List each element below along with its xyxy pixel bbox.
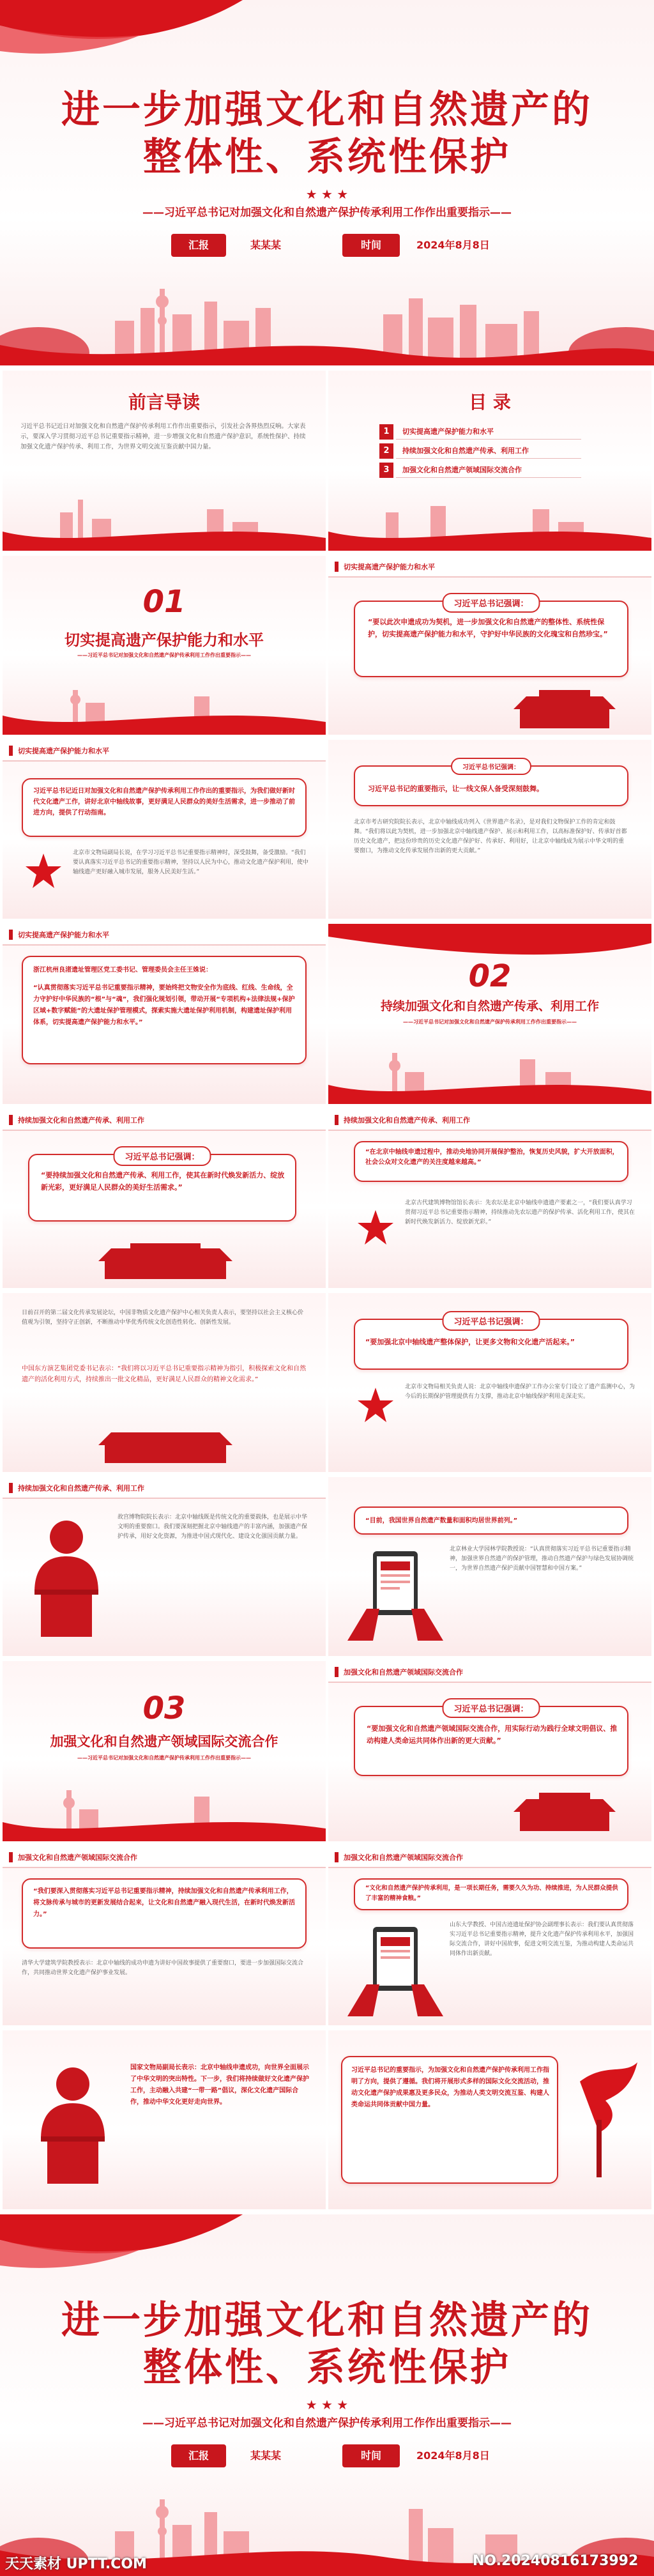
slide4-right-card [354,765,628,806]
section3-quote-card [354,1706,628,1776]
section1-quote-card [354,601,628,677]
section1-card-body: “要以此次申遗成功为契机，进一步加强文化和自然遗产的整体性、系统性保护，切实提高遗产保护能力和水平，守护好中华民族的文化瑰宝和自然珍宝。” [368,618,608,638]
slide5-card-tab: 浙江杭州良渚遗址管理区党工委书记、管理委员会主任王姝说： [33,967,212,974]
slide7-right-text: 北京市文物局相关负责人说：北京中轴线申遗保护工作办公室专门设立了遗产监测中心，为今后的长期保护管理提供有力支撑，推动北京中轴线保护利用走深走实。 [405,1384,635,1400]
slide6-header-right [328,1109,651,1131]
slide4-right [328,740,651,919]
slide5-card [22,956,307,1064]
slide6-header-right-text: 持续加强文化和自然遗产传承、利用工作 [344,1116,470,1124]
slide10-left-card [22,1878,307,1949]
cover-wave-decoration [0,332,654,365]
slide11-left-text: 国家文物局副局长表示：北京中轴线申遗成功，向世界全面展示了中华文明的突出特性。下一步，我们将持续做好文化遗产保护工作，主动融入共建“一带一路”倡议，深化文化遗产国际合作，推动中华文化更好走向世界。 [130,2064,309,2106]
closing-stars-icon: ★ ★ ★ [305,2397,349,2412]
time-value: 2024年8月8日 [416,239,490,251]
section3-quote-slide [328,1661,651,1841]
slide8-left-text: 故宫博物院院长表示：北京中轴线既是传统文化的重要载体，也是展示中华文明的重要窗口。我们要深刻把握北京中轴线遗产的丰富内涵，加强遗产保护传承，用好文化资源，为推进中国式现代化、建设文化强国贡献力量。 [118,1514,308,1540]
building-silhouette-image [328,690,651,735]
closing-subtitle: ——习近平总书记对加强文化和自然遗产保护传承利用工作作出重要指示—— [142,2417,512,2430]
section3-title: 加强文化和自然遗产领域国际交流合作 [50,1734,278,1749]
slide10-right-text: 山东大学教授、中国古迹遗址保护协会副理事长表示：我们要认真贯彻落实习近平总书记重要指示精神，提升文化遗产保护传承利用水平，加强国际交流合作，讲好中国故事，促进文明交流互鉴，为推动构建人类命运共同体作出新贡献。 [450,1922,634,1957]
slide6-left [3,1109,326,1288]
section3-card-body: “要加强文化和自然遗产领域国际交流合作，用实际行动为践行全球文明倡议、推动构建人类命运共同体作出新的更大贡献。” [367,1724,618,1745]
slide6-right [328,1109,651,1288]
section2-skyline-image [328,1034,651,1104]
slide11-right-card-body: 习近平总书记的重要指示，为加强文化和自然遗产保护传承利用工作指明了方向，提供了遵循。我们将开展形式多样的国际文化交流活动，推动文化遗产保护成果惠及更多民众，为推动人类文明交流互鉴、构建人类命运共同体贡献中国力量。 [351,2067,549,2108]
slide5-left [3,924,326,1104]
cover-title-line2: 整体性、系统性保护 [143,135,511,180]
section1-number: 01 [142,584,186,620]
slide7-right-card-body: “要加强北京中轴线遗产整体保护，让更多文物和文化遗产活起来。” [365,1338,575,1346]
closing-time-value: 2024年8月8日 [416,2450,490,2462]
closing-flag-decoration [0,2214,654,2285]
slide7-right-card [354,1319,628,1370]
toc-number: 2 [379,443,393,459]
slide10-left-card-body: “我们要深入贯彻落实习近平总书记重要指示精神，持续加强文化和自然遗产传承利用工作，将文脉传承与城市的更新发展结合起来，让文化和自然遗产融入现代生活，在新时代焕发新活力。” [33,1888,295,1918]
slide10-right [328,1846,651,2025]
closing-reporter-value: 某某某 [250,2450,282,2462]
star-icon [24,852,63,891]
section3-card-tab: 习近平总书记强调： [442,1698,540,1718]
slide11-right-card [341,2056,558,2184]
toc-label: 切实提高遗产保护能力和水平 [396,424,581,440]
slide6-right-quote: “在北京中轴线申遗过程中，推动央地协同开展保护整治，恢复历史风貌，扩大开放面积，社会公众对文化遗产的关注度越来越高。” [365,1149,619,1166]
preface-slide [3,371,326,551]
cover-slide [0,0,654,365]
speaker-podium-icon [22,1515,111,1643]
speaker-podium-icon [28,2062,118,2190]
section3-subtitle: ——习近平总书记对加强文化和自然遗产保护传承利用工作作出重要指示—— [77,1755,251,1761]
section1-quote-slide [328,556,651,735]
section1-subtitle: ——习近平总书记对加强文化和自然遗产保护传承利用工作作出重要指示—— [77,652,251,658]
slide7-right [328,1293,651,1472]
preface-skyline-image [3,487,326,551]
section1-card-tab: 习近平总书记强调： [442,593,540,613]
site-watermark: 天天素材 UPTT.COM [5,2556,147,2572]
section1-title: 切实提高遗产保护能力和水平 [65,631,264,649]
toc-item-1[interactable] [379,424,590,440]
slide4-card-body: 习近平总书记近日对加强文化和自然遗产保护传承利用工作作出的重要指示，为我们做好新时代文化遗产工作，讲好北京中轴线故事，更好满足人民群众的美好生活需求，进一步推动了前进方向，提供了行动指南。 [33,788,295,816]
torch-flag-icon [567,2056,644,2184]
slide7-left-text2: 中国东方演艺集团党委书记表示：“我们将以习近平总书记重要指示精神为指引，积极探索文化和自然遗产的活化利用方式，持续推出一批文化精品，更好满足人民群众的精神文化需求。” [22,1365,307,1383]
slide6-right-card [354,1141,628,1182]
cover-flag-decoration [0,0,654,70]
slide8-header-text: 持续加强文化和自然遗产传承、利用工作 [18,1484,144,1492]
time-label: 时间 [342,234,400,257]
slide10-left [3,1846,326,2025]
slide4-right-text: 北京市考古研究院院长表示，北京中轴线成功列入《世界遗产名录》，是对我们文物保护工作的肯定和鼓舞。“我们将以此为契机，进一步加强北京中轴线遗产保护、展示和利用工作，以高标准保护好、传承好首都历史文化遗产，把这份珍贵的历史文化遗产保护好、传承好、利用好，让北京中轴线成为展示中华文明的重要窗口，为推动文化传承发展作出新的更大贡献。” [354,819,627,854]
section1-header-text: 切实提高遗产保护能力和水平 [344,563,435,571]
closing-reporter-label: 汇报 [171,2444,226,2467]
closing-title-line2: 整体性、系统性保护 [143,2345,511,2390]
slide4-right-card-body: 习近平总书记的重要指示，让一线文保人备受深刻鼓舞。 [368,785,544,793]
slide4-left [3,740,326,919]
slide8-right-card [354,1506,628,1535]
closing-slide [0,2214,654,2576]
star-icon [356,1386,395,1425]
toc-slide [328,371,651,551]
closing-time-label: 时间 [342,2444,400,2467]
cover-stars-icon: ★ ★ ★ [305,187,349,202]
toc-number: 1 [379,424,393,440]
slide5-header [3,924,326,946]
toc-item-3[interactable] [379,463,590,478]
slide8-right-quote: “目前，我国世界自然遗产数量和面积均居世界前列。” [365,1517,518,1524]
slide4-header [3,740,326,762]
slide7-right-card-tab: 习近平总书记强调： [442,1311,540,1331]
section2-title: 持续加强文化和自然遗产传承、利用工作 [380,999,599,1013]
toc-label: 持续加强文化和自然遗产传承、利用工作 [396,443,581,459]
slide7-left-text1: 日前召开的第二届文化传承发展论坛，中国非物质文化遗产保护中心相关负责人表示，要坚持以社会主义核心价值观为引领，坚持守正创新，不断推动中华优秀传统文化创造性转化、创新性发展。 [22,1310,304,1326]
preface-title: 前言导读 [128,392,200,413]
slide10-header-left [3,1846,326,1868]
section3-slide [3,1661,326,1841]
slide11-right [328,2030,651,2209]
section2-number: 02 [468,958,512,994]
toc-skyline-image [328,487,651,551]
cover-subtitle: ——习近平总书记对加强文化和自然遗产保护传承利用工作作出重要指示—— [142,206,512,219]
slide8-header [3,1477,326,1499]
reporter-value: 某某某 [250,239,282,251]
preface-body: 习近平总书记近日对加强文化和自然遗产保护传承利用工作作出重要指示，引发社会各界热烈反响。大家表示，要深入学习贯彻习近平总书记重要指示精神，进一步增强文化和自然遗产保护意识，系统性保护、持续加强文化遗产保护传承、利用工作，为世界文明交流互鉴贡献中国力量。 [20,423,306,450]
hands-tablet-icon [347,1545,443,1647]
section2-slide [328,924,651,1104]
slide10-right-card [354,1878,628,1910]
slide10-left-text: 清华大学建筑学院教授表示：北京中轴线的成功申遗为讲好中国故事提供了重要窗口，要进一步加强国际交流合作，共同推动世界文化遗产保护事业发展。 [22,1960,304,1976]
slide10-right-quote: “文化和自然遗产保护传承利用，是一项长期任务，需要久久为功、持续推进，为人民群众提供了丰富的精神食粮。” [365,1885,618,1902]
building-silhouette-image [328,1793,651,1837]
building-silhouette-image [3,1243,326,1282]
toc-number: 3 [379,463,393,478]
slide6-right-text: 北京古代建筑博物馆馆长表示：先农坛是北京中轴线申遗遗产要素之一，“我们要认真学习贯彻习近平总书记重要指示精神，持续推动先农坛遗产的保护传承、活化利用工作，使其在新时代焕发新活力、绽放新光彩。” [405,1200,635,1225]
section1-slide [3,556,326,735]
slide6-header-left [3,1109,326,1131]
slide6-left-card-body: “要持续加强文化和自然遗产传承、利用工作，使其在新时代焕发新活力、绽放新光彩，更好满足人民群众的美好生活需求。” [41,1171,285,1192]
slide10-header-right-text: 加强文化和自然遗产领域国际交流合作 [344,1853,463,1862]
section3-skyline-image [3,1771,326,1841]
slide4-card [22,778,307,837]
slide10-header-right [328,1846,651,1868]
slide8-right [328,1477,651,1656]
cover-title-line1: 进一步加强文化和自然遗产的 [61,88,593,132]
slide4-header-text: 切实提高遗产保护能力和水平 [18,747,109,755]
toc-title: 目 录 [469,392,511,413]
section1-skyline-image [3,671,326,735]
slide8-left [3,1477,326,1656]
building-silhouette-image [3,1427,326,1466]
slide6-header-left-text: 持续加强文化和自然遗产传承、利用工作 [18,1116,144,1124]
section1-header [328,556,651,578]
section3-header-text: 加强文化和自然遗产领域国际交流合作 [344,1668,463,1676]
slide5-card-body: “认真贯彻落实习近平总书记重要指示精神，要始终把文物安全作为底线、红线、生命线，全力守护好中华民族的“根”与“魂”，我们强化规划引领，带动开展“专项机构+法律法规+保护区域+数字赋能”的大遗址保护管理模式，探索实施大遗址保护利用机制，构建遗址保护利用体系，切实提高遗产保护能力和水平。” [33,985,295,1026]
serial-watermark: NO.20240816173992 [473,2553,639,2569]
slide8-right-text: 北京林业大学园林学院教授说：“认真贯彻落实习近平总书记重要指示精神，加强世界自然遗产的保护管理，推动自然遗产保护与绿色发展协调统一，为世界自然遗产保护贡献中国智慧和中国方案。” [450,1546,634,1572]
slide7-left [3,1293,326,1472]
slide5-header-text: 切实提高遗产保护能力和水平 [18,931,109,939]
toc-item-2[interactable] [379,443,590,459]
slide6-left-card [28,1154,296,1222]
slide6-left-card-tab: 习近平总书记强调： [113,1146,211,1166]
toc-label: 加强文化和自然遗产领域国际交流合作 [396,463,581,478]
reporter-label: 汇报 [171,234,226,257]
section3-header [328,1661,651,1683]
star-icon [356,1209,395,1247]
section2-subtitle: ——习近平总书记对加强文化和自然遗产保护传承利用工作作出重要指示—— [403,1019,577,1025]
closing-title-line1: 进一步加强文化和自然遗产的 [61,2298,593,2343]
slide4-left-text: 北京市文物局副局长说，在学习习近平总书记重要指示精神时，深受鼓舞，备受激励。“我们要认真落实习近平总书记的重要指示精神，坚持以人民为中心，推动文化遗产保护利用，使中轴线遗产更好融入城市发展，服务人民美好生活。” [73,850,309,875]
section3-number: 03 [142,1690,186,1726]
hands-tablet-icon [347,1920,443,2023]
slide10-header-left-text: 加强文化和自然遗产领域国际交流合作 [18,1853,137,1862]
slide11-left [3,2030,326,2209]
slide4-right-tab: 习近平总书记强调： [451,758,531,775]
